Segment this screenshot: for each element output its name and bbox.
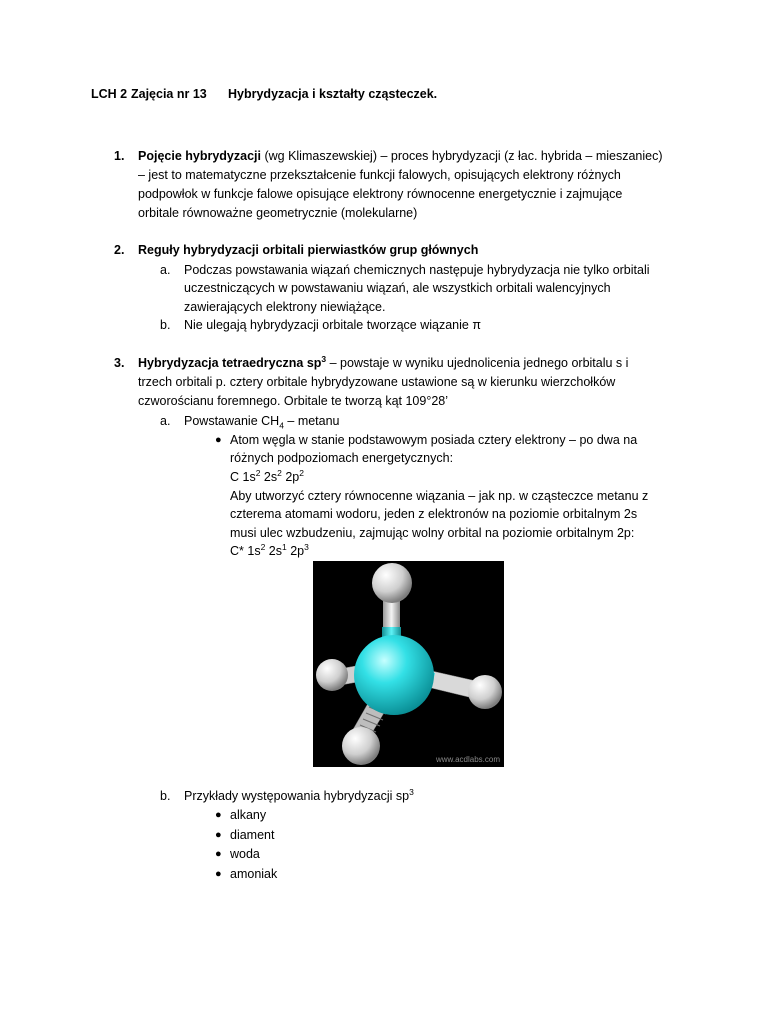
config2-sup-2: 1 [282,541,287,552]
document-title: Hybrydyzacja i kształty cząsteczek. [228,87,438,101]
session-number: Zajęcia nr 13 [131,87,207,101]
methane-molecule-svg [313,561,504,767]
section-3-number: 3. [114,356,125,370]
excited-state-config [230,542,309,560]
example-item: amoniak [230,867,278,881]
config2-sup-1: 2 [260,541,266,552]
example-item: woda [230,847,260,861]
section-3-intro: – powstaje w wyniku ujednolicenia jednego orbitalu s i [326,356,629,370]
methane-heading-pre: Powstawanie CH [184,414,280,428]
config1-mid-1: 2s [260,470,278,484]
bullet-line-1: Atom węgla w stanie podstawowym posiada cztery elektrony – po dwa na [230,433,638,447]
section-1-line-4: orbitale równoważne geometrycznie (molekularne) [138,206,418,220]
section-1-number: 1. [114,149,125,163]
section-2a-marker: a. [160,263,171,277]
config1-mid-2: 2p [281,470,300,484]
examples-heading-sup: 3 [409,786,414,797]
config2-sup-3: 3 [304,541,309,552]
section-2a-line-1: Podczas powstawania wiązań chemicznych następuje hybrydyzacja nie tylko orbitali [184,263,650,277]
section-1-line-3: podpowłok w funkcje falowe opisujące elektrony równocenne energetycznie i zajmujące [138,187,623,201]
config1-sup-2: 2 [277,467,282,478]
bullet-line-2: różnych podpoziomach energetycznych: [230,451,454,465]
hydrogen-atom-left [316,659,348,691]
section-2b-marker: b. [160,318,171,332]
methane-subscript: 4 [279,420,284,431]
carbon-atom [354,635,434,715]
config2-mid-1: 2s [265,544,282,558]
hydrogen-atom-top [372,563,412,603]
paragraph-line-2: czterema atomami wodoru, jeden z elektronów na poziomie orbitalnym 2s [230,507,638,521]
config1-pre: C 1s [230,470,256,484]
methane-heading-post: – metanu [283,414,340,428]
ground-state-config [230,468,304,486]
acdlabs-watermark: www.acdlabs.com [435,755,500,764]
section-3-line-3: czworościanu foremnego. Orbitale te tworzą kąt 109°28’ [138,394,449,408]
paragraph-line-1: Aby utworzyć cztery równocenne wiązania – jak np. w cząsteczce metanu z [230,489,649,503]
section-3a-marker: a. [160,414,171,428]
section-2a-line-2: uczestniczących w powstawaniu wiązań, ale wszystkich orbitali walencyjnych [184,281,611,295]
example-bullet: ● [215,829,222,841]
config2-mid-2: 2p [286,544,305,558]
section-3-line-2: trzech orbitali p. cztery orbitale hybrydyzowane ustawione są w kierunku wierzchołków [138,375,616,389]
section-2a-line-3: zawierających elektrony niewiążące. [184,300,386,314]
section-3-line-1 [138,354,628,372]
section-2-title: Reguły hybrydyzacji orbitali pierwiastków grup głównych [138,243,479,257]
section-3a-heading [184,412,340,430]
example-bullet: ● [215,848,222,860]
paragraph-line-3: musi ulec wzbudzeniu, zajmując wolny orbital na poziomie orbitalnym 2p: [230,526,635,540]
config1-sup-3: 2 [299,467,304,478]
example-bullet: ● [215,809,222,821]
course-code: LCH 2 [91,87,128,101]
section-1-term: Pojęcie hybrydyzacji [138,149,261,163]
section-1-line-1 [138,147,663,165]
section-2b-text: Nie ulegają hybrydyzacji orbitale tworzące wiązanie π [184,318,481,332]
hydrogen-atom-right [468,675,502,709]
config1-sup-1: 2 [255,467,261,478]
section-3-title-sup: 3 [321,353,327,364]
section-3-title: Hybrydyzacja tetraedryczna sp [138,356,322,370]
example-item: diament [230,828,275,842]
examples-heading-text: Przykłady występowania hybrydyzacji sp [184,789,410,803]
example-bullet: ● [215,868,222,880]
section-2-number: 2. [114,243,125,257]
hydrogen-atom-bottom [342,727,380,765]
methane-molecule-image [313,561,504,767]
config2-pre: C* 1s [230,544,261,558]
bullet-dot: ● [215,434,222,446]
example-item: alkany [230,808,267,822]
section-1-line-2: – jest to matematyczne przekształcenie funkcji falowych, opisujących elektrony różnych [138,168,621,182]
section-3b-marker: b. [160,789,171,803]
section-3b-heading [184,787,414,805]
section-1-definition: (wg Klimaszewskiej) – proces hybrydyzacji (z łac. hybrida – mieszaniec) [260,149,663,163]
